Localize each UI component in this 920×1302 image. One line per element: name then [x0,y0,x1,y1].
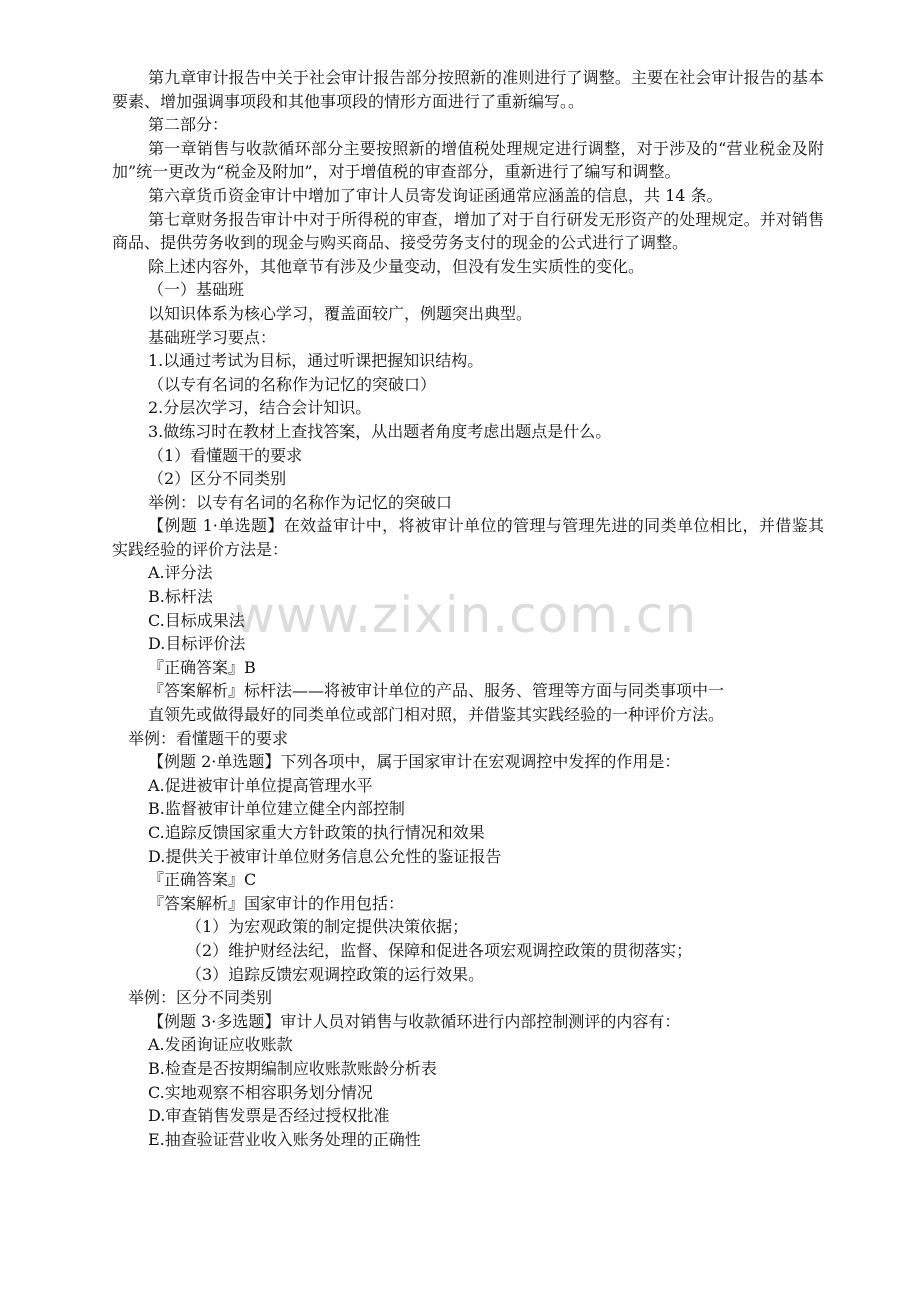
example2-answer: 『正确答案』C [148,870,257,890]
study-point-2: 2.分层次学习，结合会计知识。 [148,398,372,418]
example3-question [112,1010,824,1034]
example2-analysis: 『答案解析』国家审计的作用包括： [148,893,405,913]
example3-question-text: 审计人员对销售与收款循环进行内部控制测评的内容有： [280,1011,681,1031]
example1-analysis-line1: 『答案解析』标杆法——将被审计单位的产品、服务、管理等方面与同类事项中一 [148,681,725,701]
basic-class-points-title: 基础班学习要点： [148,327,277,347]
example1-analysis-line2: 直领先或做得最好的同类单位或部门相对照，并借鉴其实践经验的一种评价方法。 [148,705,725,725]
paragraph-chapter1: 第一章销售与收款循环部分主要按照新的增值税处理规定进行调整，对于涉及的“营业税金及附加”统一更改为“税金及附加”，对于增值税的审查部分，重新进行了编写和调整。 [112,138,824,182]
study-point-3: 3.做练习时在教材上查找答案，从出题者角度考虑出题点是什么。 [148,421,612,441]
example2-analysis-item-2: （2）维护财经法纪，监督、保障和促进各项宏观调控政策的贯彻落实； [186,940,693,960]
basic-class-intro: 以知识体系为核心学习，覆盖面较广，例题突出典型。 [148,303,533,323]
study-point-3a: （1）看懂题干的要求 [148,445,303,465]
paragraph-chapter6: 第六章货币资金审计中增加了审计人员寄发询证函通常应涵盖的信息，共 14 条。 [148,185,723,205]
example3-tag: 【例题 3·多选题】 [148,1011,281,1031]
watermark: www.zixin.com.cn [234,586,698,644]
example2-analysis-item-1: （1）为宏观政策的制定提供决策依据； [186,917,469,937]
example1-option-b: B.标杆法 [148,587,213,607]
paragraph-other: 除上述内容外，其他章节有涉及少量变动，但没有发生实质性的变化。 [148,256,645,276]
example2-question-text: 下列各项中，属于国家审计在宏观调控中发挥的作用是： [280,752,681,772]
example3-option-d: D.审查销售发票是否经过授权批准 [148,1106,390,1126]
example3-option-b: B.检查是否按期编制应收账款账龄分析表 [148,1058,437,1078]
example3-lead: 举例：区分不同类别 [128,988,273,1008]
example2-question [112,750,824,774]
example3-option-a: A.发函询证应收账款 [148,1035,293,1055]
document-body [112,66,824,1151]
example2-analysis-item-3: （3）追踪反馈宏观调控政策的运行效果。 [186,964,485,984]
example1-option-c: C.目标成果法 [148,610,245,630]
example3-option-c: C.实地观察不相容职务划分情况 [148,1082,373,1102]
study-point-1-note: （以专有名词的名称作为记忆的突破口） [148,374,437,394]
example1-question [112,514,824,561]
example2-option-d: D.提供关于被审计单位财务信息公允性的鉴证报告 [148,846,502,866]
example1-answer: 『正确答案』B [148,657,256,677]
study-point-3b: （2）区分不同类别 [148,469,287,489]
example1-option-d: D.目标评价法 [148,634,246,654]
example1-question-text: 在效益审计中，将被审计单位的管理与管理先进的同类单位相比，并借鉴其实践经验的评价方法是： [112,516,824,559]
study-point-1: 1.以通过考试为目标，通过听课把握知识结构。 [148,351,484,371]
example2-tag: 【例题 2·单选题】 [148,752,281,772]
example1-option-a: A.评分法 [148,563,213,583]
section-heading-basic-class: （一）基础班 [148,280,245,300]
paragraph-chapter9: 第九章审计报告中关于社会审计报告部分按照新的准则进行了调整。主要在社会审计报告的基本要素、增加强调事项段和其他事项段的情形方面进行了重新编写。。 [112,68,824,111]
example3-option-e: E.抽查验证营业收入账务处理的正确性 [148,1129,421,1149]
example2-option-a: A.促进被审计单位提高管理水平 [148,775,373,795]
example2-lead: 举例：看懂题干的要求 [128,728,289,748]
example1-tag: 【例题 1·单选题】 [148,516,284,536]
example1-lead: 举例：以专有名词的名称作为记忆的突破口 [148,492,453,512]
paragraph-chapter7: 第七章财务报告审计中对于所得税的审查，增加了对于自行研发无形资产的处理规定。并对销售商品、提供劳务收到的现金与购买商品、接受劳务支付的现金的公式进行了调整。 [112,209,824,253]
example2-option-b: B.监督被审计单位建立健全内部控制 [148,799,405,819]
example2-option-c: C.追踪反馈国家重大方针政策的执行情况和效果 [148,823,485,842]
paragraph-part2: 第二部分： [148,115,229,135]
